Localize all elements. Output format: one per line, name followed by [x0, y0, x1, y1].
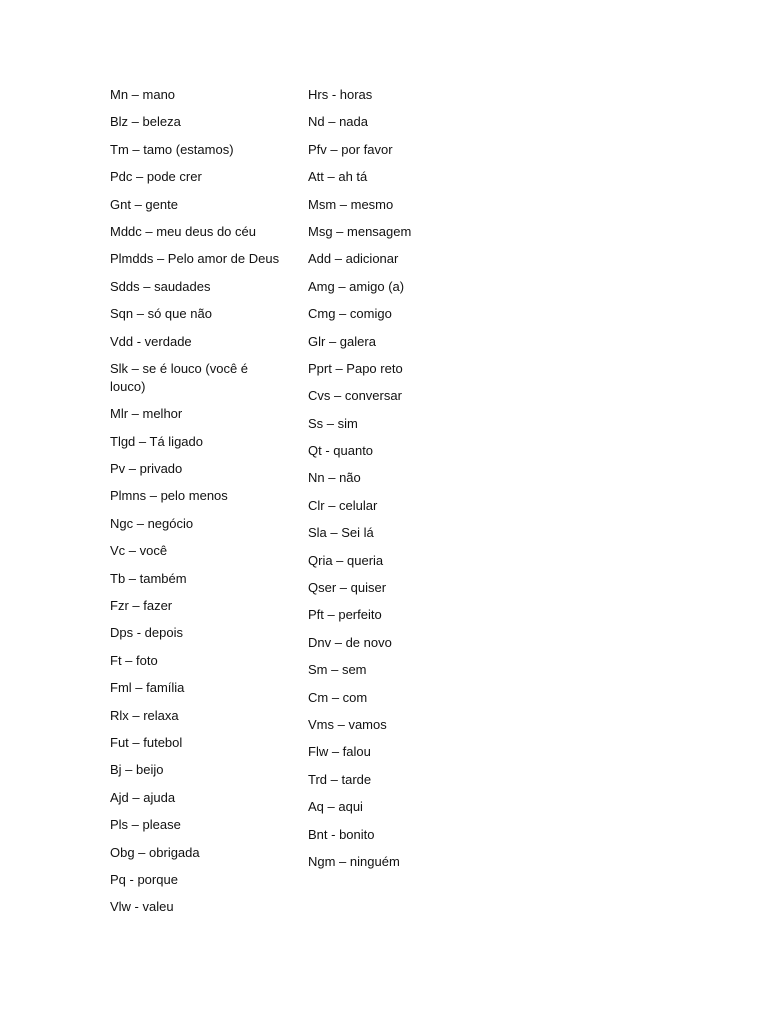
list-item: Msm – mesmo [308, 196, 394, 212]
list-item: Rlx – relaxa [110, 707, 179, 723]
list-item: Nd – nada [308, 114, 368, 130]
list-item: Sdds – saudades [110, 278, 211, 294]
list-item: Hrs - horas [308, 87, 373, 102]
list-item: Vlw - valeu [110, 899, 174, 915]
list-item: Qt - quanto [308, 443, 374, 459]
list-item: Dps - depois [110, 625, 183, 641]
list-item: Msg – mensagem [308, 223, 412, 239]
left-column [110, 86, 285, 926]
list-item: Flw – falou [308, 744, 371, 760]
list-item: Cm – com [308, 689, 368, 705]
list-item: Mlr – melhor [110, 406, 183, 422]
list-item: Gnt – gente [110, 196, 178, 212]
list-item: Pft – perfeito [308, 607, 382, 623]
list-item: Bnt - bonito [308, 826, 375, 842]
list-item: Pfv – por favor [308, 141, 393, 157]
list-item: Ajd – ajuda [110, 789, 176, 805]
list-item: Fut – futebol [110, 734, 183, 750]
list-item: Cvs – conversar [308, 388, 402, 404]
list-item: Pv – privado [110, 461, 183, 477]
list-item: Ss – sim [308, 415, 358, 431]
list-item: Vc – você [110, 543, 168, 559]
list-item: Plmdds – Pelo amor de Deus [110, 251, 280, 267]
list-item: Clr – celular [308, 497, 378, 513]
list-item: Qria – queria [308, 552, 384, 568]
list-item: Ngc – negócio [110, 515, 194, 531]
right-column [308, 86, 508, 880]
list-item: Pdc – pode crer [110, 169, 202, 185]
list-item: Blz – beleza [110, 114, 181, 130]
list-item: Pprt – Papo reto [308, 360, 403, 376]
list-item: Slk – se é louco (você é louco) [110, 360, 249, 394]
list-item: Trd – tarde [308, 771, 372, 787]
list-item: Tb – também [110, 570, 187, 586]
list-item: Aq – aqui [308, 799, 363, 815]
list-item: Obg – obrigada [110, 844, 200, 860]
list-item: Ngm – ninguém [308, 853, 400, 869]
list-item: Qser – quiser [308, 580, 387, 596]
list-item: Sla – Sei lá [308, 525, 374, 541]
list-item: Tm – tamo (estamos) [110, 141, 234, 157]
list-item: Vdd - verdade [110, 333, 192, 349]
list-item: Add – adicionar [308, 251, 399, 267]
list-item: Amg – amigo (a) [308, 278, 405, 294]
list-item: Sm – sem [308, 662, 367, 678]
list-item: Fml – família [110, 680, 185, 696]
list-item: Mddc – meu deus do céu [110, 223, 256, 239]
list-item: Pls – please [110, 817, 181, 833]
list-item: Plmns – pelo menos [110, 488, 228, 504]
list-item: Fzr – fazer [110, 598, 173, 614]
list-item: Mn – mano [110, 87, 176, 102]
list-item: Nn – não [308, 470, 361, 486]
list-item: Ft – foto [110, 652, 158, 668]
list-item: Glr – galera [308, 333, 376, 349]
list-item: Bj – beijo [110, 762, 164, 778]
list-item: Att – ah tá [308, 169, 368, 185]
list-item: Tlgd – Tá ligado [110, 433, 203, 449]
list-item: Cmg – comigo [308, 306, 392, 322]
list-item: Sqn – só que não [110, 306, 212, 322]
list-item: Pq - porque [110, 871, 178, 887]
list-item: Vms – vamos [308, 716, 387, 732]
list-item: Dnv – de novo [308, 634, 392, 650]
